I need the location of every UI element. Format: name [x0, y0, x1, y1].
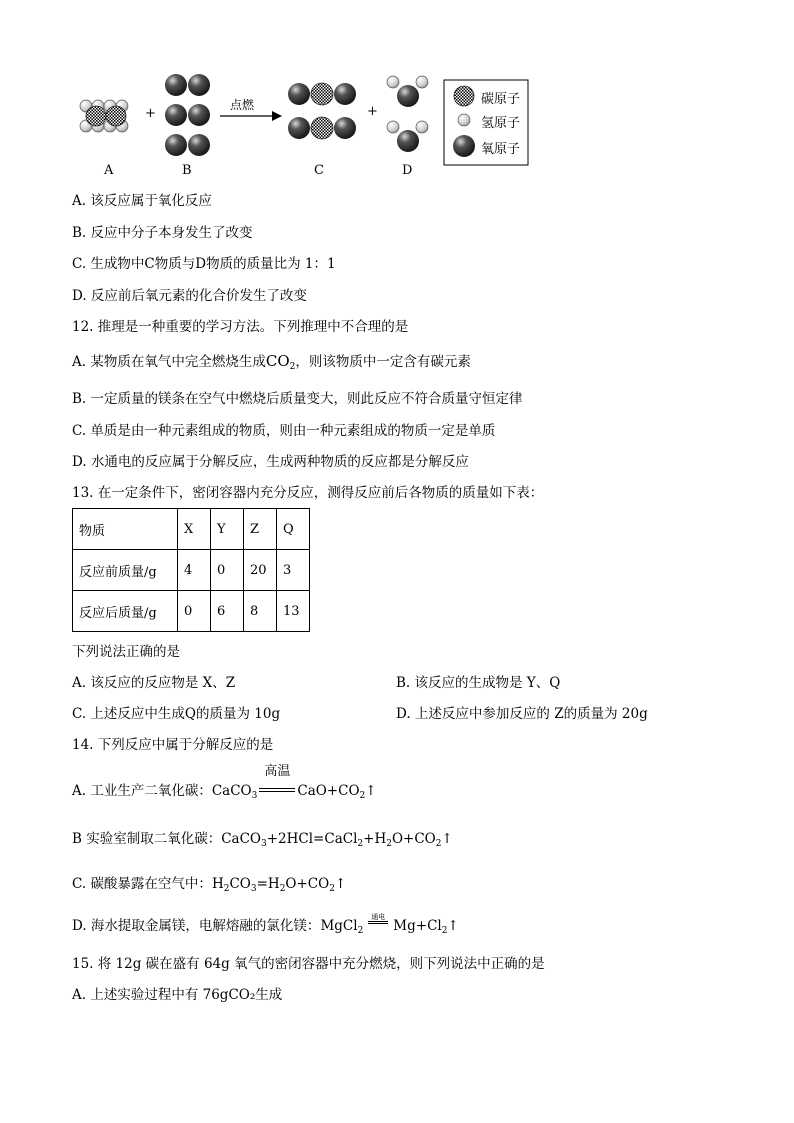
q11-option-d: D. 反应前后氧元素的化合价发生了改变 [72, 288, 307, 304]
legend-carbon: 碳原子 [481, 92, 521, 107]
q13-option-d: D. 上述反应中参加反应的 Z的质量为 20g [396, 706, 648, 722]
q12-option-a: A. 某物质在氧气中完全燃烧生成$CO_2$，则该物质中一定含有碳元素 [72, 352, 471, 372]
table-cell: 反应前质量/g [73, 550, 178, 591]
legend-hydrogen: 氢原子 [481, 116, 521, 131]
q11-option-a: A. 该反应属于氧化反应 [72, 193, 212, 209]
label-a: A [104, 163, 114, 178]
q14-stem: 14. 下列反应中属于分解反应的是 [72, 737, 274, 753]
table-row [73, 550, 310, 591]
molecule-c [288, 83, 356, 139]
label-b: B [182, 163, 192, 178]
table-row [73, 591, 310, 632]
table-cell: 8 [244, 591, 277, 632]
label-c: C [314, 163, 324, 178]
q14-option-b: B 实验室制取二氧化碳：$CaCO_3+2HCl=CaCl_2+H_2O+CO_2↑$ [72, 831, 453, 849]
q13-stem: 13. 在一定条件下，密闭容器内充分反应，测得反应前后各物质的质量如下表： [72, 485, 544, 501]
q11-option-b: B. 反应中分子本身发生了改变 [72, 225, 253, 241]
table-cell: 20 [244, 550, 277, 591]
reaction-diagram [0, 0, 794, 190]
q12-option-c: C. 单质是由一种元素组成的物质，则由一种元素组成的物质一定是单质 [72, 423, 496, 439]
q13-after: 下列说法正确的是 [72, 644, 180, 660]
q13-option-a: A. 该反应的反应物是 X、Z [72, 675, 236, 691]
table-header-cell: 物质 [73, 509, 178, 550]
q15-stem: 15. 将 12g 碳在盛有 64g 氧气的密闭容器中充分燃烧，则下列说法中正确的是 [72, 956, 545, 972]
legend-oxygen: 氧原子 [481, 142, 521, 157]
table-cell: 4 [178, 550, 211, 591]
q14-option-c: C. 碳酸暴露在空气中：$H_2CO_3=H_2O+CO_2↑$ [72, 876, 347, 894]
label-d: D [402, 163, 413, 178]
table-cell: 6 [211, 591, 244, 632]
table-header-cell: Y [211, 509, 244, 550]
table-header-cell: Z [244, 509, 277, 550]
molecule-d [387, 76, 428, 152]
table-header-cell: Q [277, 509, 310, 550]
arrow-condition: 点燃 [230, 98, 255, 112]
table-cell: 3 [277, 550, 310, 591]
table-header-row [73, 509, 310, 550]
q13-option-b: B. 该反应的生成物是 Y、Q [396, 675, 561, 691]
molecule-a [80, 100, 128, 132]
table-header-cell: X [178, 509, 211, 550]
q11-option-c: C. 生成物中C物质与D物质的质量比为 1：1 [72, 256, 336, 272]
q13-option-c: C. 上述反应中生成Q的质量为 10g [72, 706, 281, 722]
mass-table [72, 508, 310, 632]
plus-sign-2: + [367, 104, 378, 119]
q12-option-b: B. 一定质量的镁条在空气中燃烧后质量变大，则此反应不符合质量守恒定律 [72, 391, 523, 407]
table-cell: 0 [178, 591, 211, 632]
q12-stem: 12. 推理是一种重要的学习方法。下列推理中不合理的是 [72, 319, 409, 335]
table-cell: 反应后质量/g [73, 591, 178, 632]
q12-option-d: D. 水通电的反应属于分解反应，生成两种物质的反应都是分解反应 [72, 454, 469, 470]
q14-option-d: D. 海水提取金属镁，电解熔融的氯化镁：MgCl$_2$ 通电 $Mg+Cl_2↑$ [72, 913, 459, 936]
molecule-b [165, 74, 210, 156]
q14-option-a: A. 工业生产二氧化碳：CaCO$_3$ 高温 $CaO+CO_2↑$ [72, 764, 377, 801]
table-cell: 0 [211, 550, 244, 591]
table-cell: 13 [277, 591, 310, 632]
reaction-condition-electrolysis: 通电 [366, 917, 390, 935]
reaction-condition-high-temp: 高温 [259, 782, 295, 800]
q15-option-a: A. 上述实验过程中有 76gCO₂生成 [72, 987, 283, 1003]
plus-sign-1: + [145, 106, 156, 121]
